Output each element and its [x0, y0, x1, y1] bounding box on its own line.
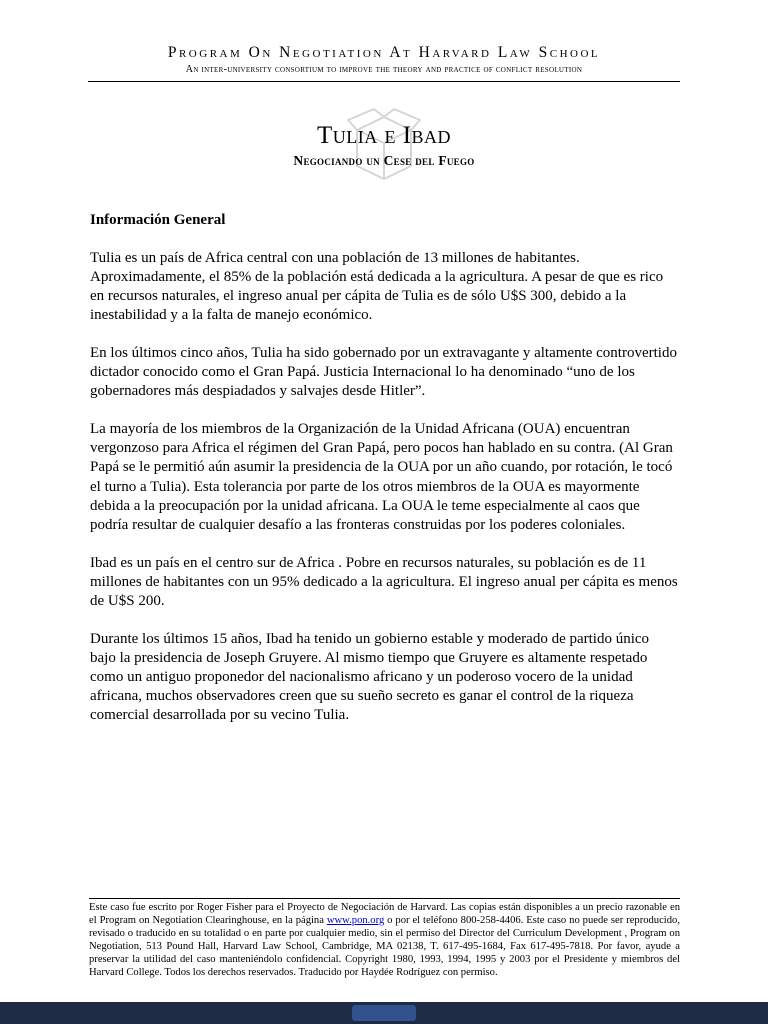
paragraph-oua: La mayoría de los miembros de la Organización de la Unidad Africana (OUA) encuentran vergonzoso para Africa el régimen del Gran Papá, pero pocos han hablado en su contra. (Al Gran Papá se le permitió aún asumir la presidencia de la OUA por un año cuando, por rotación, le tocó el turno a Tulia). Esta tolerancia por parte de los otros miembros de la OUA es mayormente debida a la preocupación por la unidad africana. La OUA le teme especialmente al caos que podría resultar de cualquier desafío a las fronteras construidas por los poderes coloniales. [90, 421, 673, 533]
paragraph-gruyere: Durante los últimos 15 años, Ibad ha tenido un gobierno estable y moderado de partido único bajo la presidencia de Joseph Gruyere. Al mismo tiempo que Gruyere es altamente respetado como un antiguo proponedor del nacionalismo africano y un poderoso vocero de la unidad africana, muchos observadores creen que su sueño secreto es ganar el control de la riqueza comercial desarrollada por su vecino Tulia. [90, 630, 650, 723]
header-org-tagline: An inter-university consortium to improve the theory and practice of conflict resolution [185, 64, 583, 75]
header-divider [88, 81, 680, 82]
footnote-text-after-link: o por el teléfono 800-258-4406. Este caso no puede ser reproducido, revisado o traducido en su totalidad o en parte por cualquier medio, sin el permiso del Director del Curriculum Development , Program on Negotiation, 513 Pound Hall, Harvard Law School, Cambridge, MA 02138, T. 617-495-1684, Fax 617-495-7818. Por favor, ayude a preservar la utilidad del caso manteniéndolo confidencial. Copyright 1980, 1993, 1994, 1995 y 2003 por el Presidente y miembros del Harvard College. Todos los derechos reservados. Traducido por Haydée Rodríguez con permiso. [89, 914, 680, 978]
document-body [90, 211, 678, 725]
footnote [89, 898, 680, 980]
title-block [0, 122, 768, 169]
paragraph-gran-papa: En los últimos cinco años, Tulia ha sido gobernado por un extravagante y altamente controvertido dictador conocido como el Gran Papá. Justicia Internacional lo ha denominado “uno de los gobernadores más despiadados y salvajes desde Hitler”. [90, 345, 677, 400]
viewer-bottom-bar [0, 1002, 768, 1024]
viewer-bottom-bar-button[interactable] [352, 1005, 416, 1021]
paragraph-tulia-overview: Tulia es un país de Africa central con una población de 13 millones de habitantes. Aproximadamente, el 85% de la población está dedicada a la agricultura. A pesar de que es rico en recursos naturales, el ingreso anual per cápita de Tulia es de sólo U$S 300, debido a la inestabilidad y a la falta de manejo económico. [90, 250, 664, 324]
paragraph-ibad-overview: Ibad es un país en el centro sur de Africa . Pobre en recursos naturales, su población es de 11 millones de habitantes con un 95% dedicado a la agricultura. El ingreso anual per cápita es menos de U$S 200. [90, 554, 678, 609]
document-title: Tulia e Ibad [316, 122, 452, 149]
header-org-name: Program On Negotiation At Harvard Law School [167, 44, 601, 61]
section-heading: Información General [90, 212, 226, 228]
document-subtitle: Negociando un Cese del Fuego [293, 153, 475, 168]
pon-website-link[interactable]: www.pon.org [326, 914, 385, 926]
document-header [0, 0, 768, 82]
footnote-text-before-link: Este caso fue escrito por Roger Fisher para el Proyecto de Negociación de Harvard. Las copias están disponibles a un precio razonable en el Program on Negotiation Clearinghouse, en la página [89, 902, 680, 926]
